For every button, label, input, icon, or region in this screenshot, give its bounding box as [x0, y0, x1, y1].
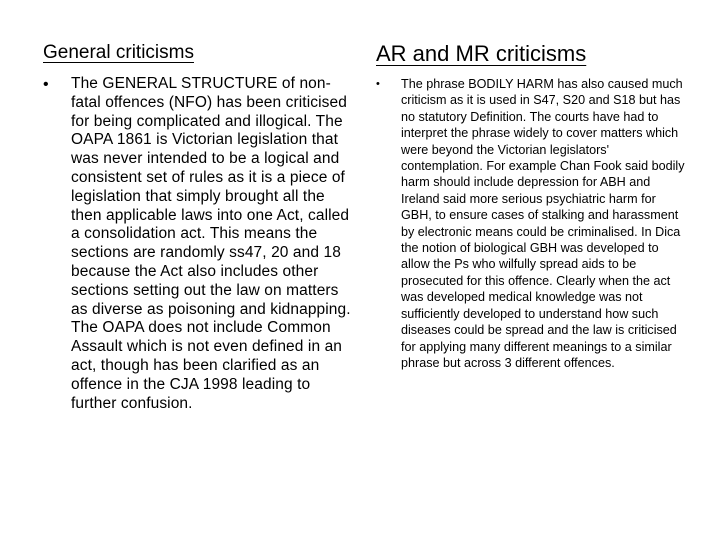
general-criticisms-bullet-item [43, 75, 355, 413]
bullet-marker: • [43, 76, 49, 93]
ar-mr-criticisms-heading: AR and MR criticisms [376, 41, 587, 66]
general-criticisms-heading: General criticisms [43, 42, 194, 63]
ar-mr-criticisms-text: The phrase BODILY HARM has also caused much criticism as it is used in S47, S20 and S18 but has no statutory Definition. The courts have had to interpret the phrase widely to cover matters which were beyond the Victorian legislators' contemplation. For example Chan Fook said bodily harm should include depression for ABH and Ireland said more serious psychiatric harm for GBH, to ensure cases of stalking and harassment by electronic means could be criminalised. In Dica the notion of biological GBH was developed to allow the Ps who wilfully spread aids to be prosecuted for this offence. Clearly when the act was developed medical knowledge was not sufficiently developed to understand how such diseases could be spread and the law is criticised for applying many different meanings to a similar phrase but across 3 different offences. [401, 77, 685, 370]
general-criticisms-text: The GENERAL STRUCTURE of non-fatal offences (NFO) has been criticised for being complicated and illogical. The OAPA 1861 is Victorian legislation that was never intended to be a logical and consistent set of rules as it is a piece of legislation that simply brought all the then applicable laws into one Act, called a consolidation act. This means the sections are randomly ss47, 20 and 18 because the Act also includes other sections setting out the law on matters as diverse as poisoning and kidnapping. The OAPA does not include Common Assault which is not even defined in an act, though has been clarified as an offence in the CJA 1998 leading to further confusion. [71, 75, 351, 412]
bullet-marker: • [376, 78, 380, 90]
ar-mr-criticisms-bullet-item [376, 76, 686, 371]
